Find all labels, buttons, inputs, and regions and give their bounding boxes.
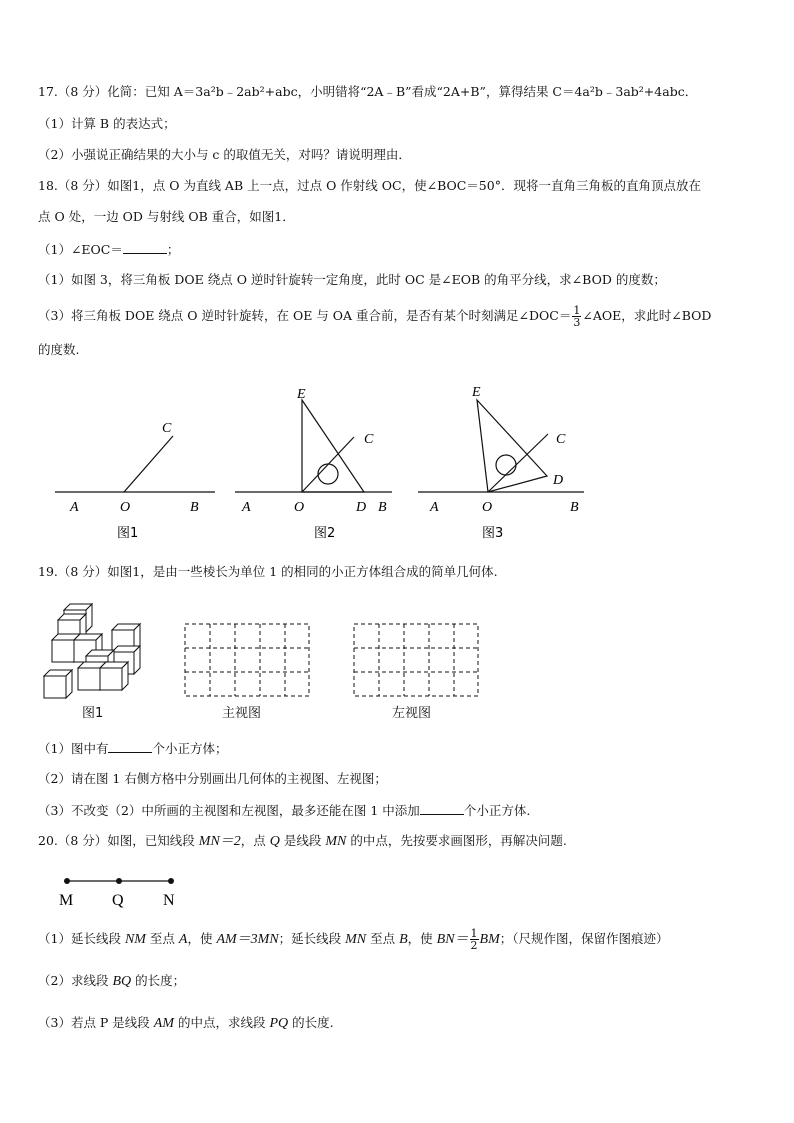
point-q xyxy=(116,878,122,884)
triangle-doe xyxy=(302,400,364,492)
text: 的中点，先按要求画图形，再解决问题. xyxy=(346,833,567,848)
text: 的长度. xyxy=(288,1015,334,1030)
math-mn-eq: MN＝2 xyxy=(198,834,241,849)
q20-part2 xyxy=(38,973,185,990)
text: （2）求线段 xyxy=(38,973,113,988)
q19-part1-post: 个小正方体； xyxy=(152,741,228,756)
q19-part1 xyxy=(38,740,227,757)
fraction-denominator: 3 xyxy=(573,316,581,329)
front-view-grid[interactable] xyxy=(183,622,311,698)
q18-part3-pre: （3）将三角板 DOE 绕点 O 逆时针旋转，在 OE 与 OA 重合前，是否有某个时刻满足∠DOC＝ xyxy=(38,308,572,323)
q19-part3-pre: （3）不改变（2）中所画的主视图和左视图，最多还能在图 1 中添加 xyxy=(38,803,420,818)
label-c: C xyxy=(556,432,566,447)
q18-part3 xyxy=(38,302,711,330)
q19-part3 xyxy=(38,802,530,819)
q18-part3-post: ∠AOE，求此时∠BOD xyxy=(582,308,712,323)
math-bm: BM xyxy=(479,932,500,947)
q20-part1 xyxy=(38,924,669,954)
q19-part3-post: 个小正方体. xyxy=(463,803,531,818)
label-o: O xyxy=(482,500,493,515)
label-c: C xyxy=(364,432,374,447)
fraction-one-third xyxy=(572,305,581,328)
q19-title: 19.（8 分）如图1，是由一些棱长为单位 1 的相同的小正方体组合成的简单几何体. xyxy=(38,564,498,579)
q18-line1: 18.（8 分）如图1，点 O 为直线 AB 上一点，过点 O 作射线 OC，使∠BOC＝50°．现将一直角三角板的直角顶点放在 xyxy=(38,178,701,193)
q18-part1-pre: （1）∠EOC＝ xyxy=(38,242,123,257)
fraction-numerator: 1 xyxy=(470,927,478,940)
figure-2-caption: 图2 xyxy=(314,526,336,541)
left-view-grid[interactable] xyxy=(352,622,480,698)
q17-part1: （1）计算 B 的表达式； xyxy=(38,116,176,131)
q20-title xyxy=(38,833,567,850)
fraction-one-half xyxy=(470,928,479,951)
triangle-hole xyxy=(496,455,516,475)
left-view-caption: 左视图 xyxy=(392,706,432,721)
math-am-eq: AM＝3MN xyxy=(216,932,279,947)
math-mn: MN xyxy=(325,834,347,849)
text: 至点 xyxy=(366,931,400,946)
label-n: N xyxy=(163,892,175,909)
math-a: A xyxy=(178,932,188,947)
text: 的中点，求线段 xyxy=(174,1015,270,1030)
q18-part1-post: ； xyxy=(166,242,180,257)
q19-part1-pre: （1）图中有 xyxy=(38,741,109,756)
fraction-numerator: 1 xyxy=(573,304,581,317)
math-am: AM xyxy=(153,1016,175,1031)
text: ，点 xyxy=(240,833,270,848)
text: ，使 xyxy=(187,931,217,946)
math-pq: PQ xyxy=(269,1016,289,1031)
math-nm: NM xyxy=(124,932,146,947)
q18-line2: 点 O 处，一边 OD 与射线 OB 重合，如图1． xyxy=(38,209,295,224)
text: ；延长线段 xyxy=(278,931,346,946)
label-a: A xyxy=(430,500,439,515)
label-d: D xyxy=(356,500,367,515)
label-a: A xyxy=(242,500,251,515)
text: 是线段 xyxy=(279,833,326,848)
q18-figures xyxy=(0,370,794,570)
q18-part2: （1）如图 3，将三角板 DOE 绕点 O 逆时针旋转一定角度，此时 OC 是∠EOB 的角平分线，求∠BOD 的度数； xyxy=(38,272,666,287)
point-n xyxy=(168,878,174,884)
fraction-denominator: 2 xyxy=(470,939,478,952)
label-q: Q xyxy=(112,892,124,909)
answer-blank[interactable] xyxy=(123,241,167,254)
figure-1-caption: 图1 xyxy=(117,526,139,541)
figure-2 xyxy=(235,387,392,541)
text: ，使 xyxy=(407,931,437,946)
text: 20.（8 分）如图，已知线段 xyxy=(38,833,199,848)
front-view-caption: 主视图 xyxy=(222,706,262,721)
q18-part3-line2: 的度数. xyxy=(38,342,80,357)
ray-oc xyxy=(124,436,173,492)
math-q: Q xyxy=(269,834,280,849)
figure-3-caption: 图3 xyxy=(482,526,504,541)
math-mn: MN xyxy=(345,932,367,947)
text: （3）若点 P 是线段 xyxy=(38,1015,154,1030)
label-b: B xyxy=(190,500,199,515)
text: （1）延长线段 xyxy=(38,931,125,946)
q17-title: 17.（8 分）化简：已知 A＝3a²b﹣2ab²+abc，小明错将“2A﹣B”看成“2A+B”，算得结果 C＝4a²b﹣3ab²+4abc． xyxy=(38,84,698,99)
cube-figure xyxy=(40,600,170,710)
label-o: O xyxy=(120,500,131,515)
segment-figure xyxy=(55,872,195,922)
point-m xyxy=(64,878,70,884)
figure-3 xyxy=(418,385,584,541)
cube xyxy=(100,662,128,690)
cube xyxy=(44,670,72,698)
figure-1 xyxy=(55,421,215,541)
label-m: M xyxy=(59,892,74,909)
math-bq: BQ xyxy=(112,974,132,989)
math-bn-eq: BN＝ xyxy=(436,932,469,947)
math-b: B xyxy=(399,932,408,947)
label-o: O xyxy=(294,500,305,515)
label-b: B xyxy=(570,500,579,515)
label-a: A xyxy=(70,500,79,515)
triangle-doe xyxy=(477,400,547,492)
label-c: C xyxy=(162,421,172,436)
label-b: B xyxy=(378,500,387,515)
label-e: E xyxy=(297,387,306,402)
text: 至点 xyxy=(145,931,179,946)
label-e: E xyxy=(472,385,481,400)
triangle-hole xyxy=(318,464,338,484)
text: ；（尺规作图，保留作图痕迹） xyxy=(499,931,669,946)
q19-part2: （2）请在图 1 右侧方格中分别画出几何体的主视图、左视图； xyxy=(38,771,387,786)
text: 的长度； xyxy=(131,973,186,988)
q17-part2: （2）小强说正确结果的大小与 c 的取值无关，对吗？请说明理由． xyxy=(38,147,411,162)
answer-blank[interactable] xyxy=(420,802,464,815)
answer-blank[interactable] xyxy=(108,740,152,753)
cube-figure-caption: 图1 xyxy=(82,706,104,721)
label-d: D xyxy=(553,473,564,488)
q18-part1 xyxy=(38,241,179,258)
q20-part3 xyxy=(38,1015,334,1032)
